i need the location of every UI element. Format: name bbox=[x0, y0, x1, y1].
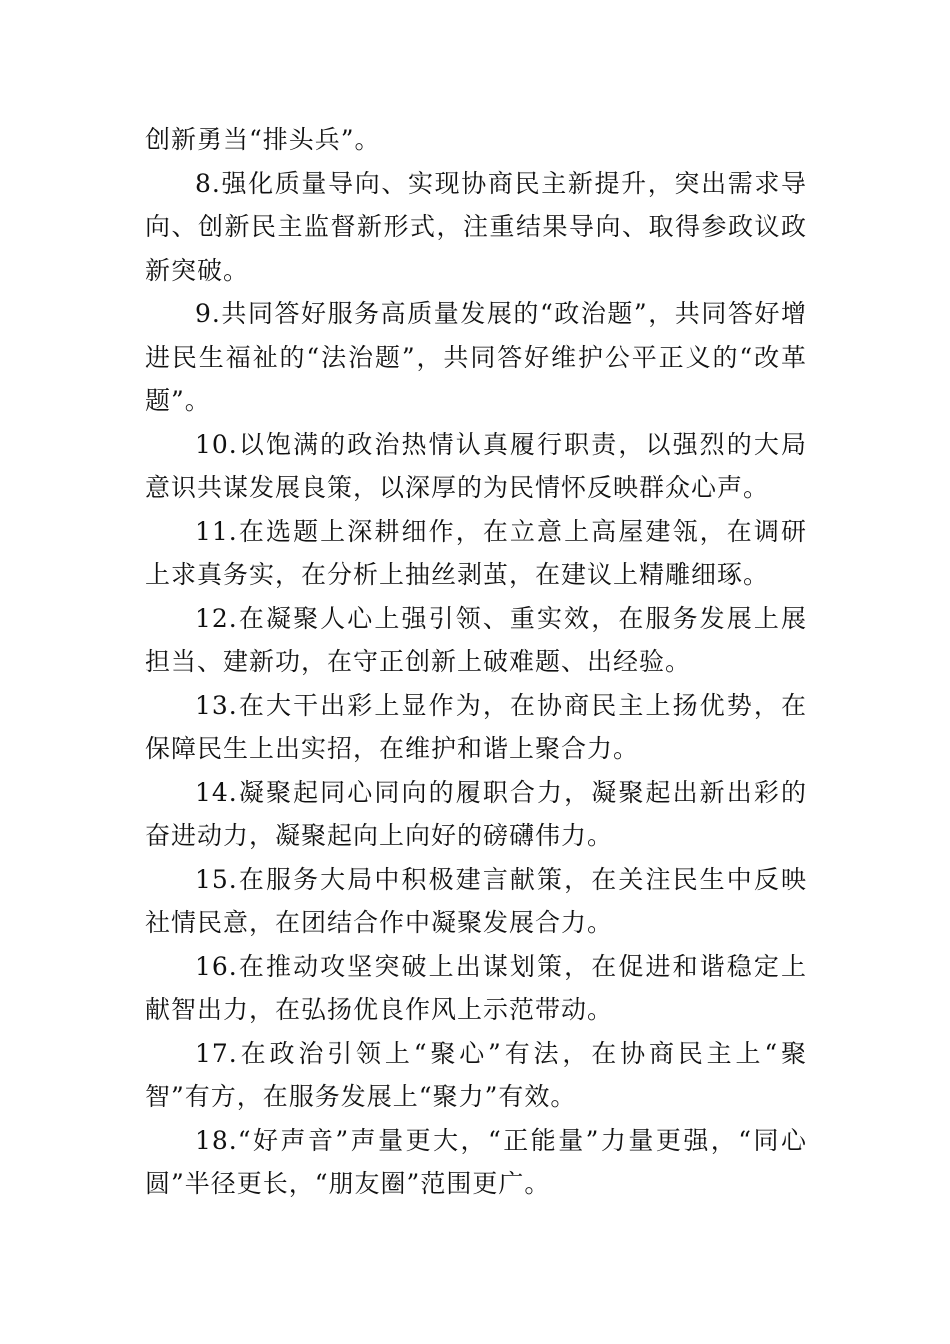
paragraph-item-16: 16.在推动攻坚突破上出谋划策，在促进和谐稳定上献智出力，在弘扬优良作风上示范带动。 bbox=[145, 951, 807, 1024]
paragraph-item-18: 18.“好声音”声量更大，“正能量”力量更强，“同心圆”半径更长，“朋友圈”范围更广。 bbox=[145, 1125, 807, 1198]
paragraph-item-10: 10.以饱满的政治热情认真履行职责，以强烈的大局意识共谋发展良策，以深厚的为民情怀反映群众心声。 bbox=[145, 429, 807, 502]
paragraph-item-14: 14.凝聚起同心同向的履职合力，凝聚起出新出彩的奋进动力，凝聚起向上向好的磅礴伟力。 bbox=[145, 777, 807, 850]
document-body bbox=[145, 118, 807, 1206]
paragraph-item-9: 9.共同答好服务高质量发展的“政治题”，共同答好增进民生福祉的“法治题”，共同答好维护公平正义的“改革题”。 bbox=[145, 299, 807, 415]
paragraph-item-11: 11.在选题上深耕细作，在立意上高屋建瓴，在调研上求真务实，在分析上抽丝剥茧，在建议上精雕细琢。 bbox=[145, 516, 807, 589]
paragraph-item-12: 12.在凝聚人心上强引领、重实效，在服务发展上展担当、建新功，在守正创新上破难题、出经验。 bbox=[145, 603, 807, 676]
paragraph-item-13: 13.在大干出彩上显作为，在协商民主上扬优势，在保障民生上出实招，在维护和谐上聚合力。 bbox=[145, 690, 807, 763]
paragraph-item-17: 17.在政治引领上“聚心”有法，在协商民主上“聚智”有方，在服务发展上“聚力”有效。 bbox=[145, 1038, 807, 1111]
paragraph-item-8: 8.强化质量导向、实现协商民主新提升，突出需求导向、创新民主监督新形式，注重结果导向、取得参政议政新突破。 bbox=[145, 168, 807, 285]
paragraph-continuation: 创新勇当“排头兵”。 bbox=[145, 125, 381, 154]
paragraph-item-15: 15.在服务大局中积极建言献策，在关注民生中反映社情民意，在团结合作中凝聚发展合力。 bbox=[145, 864, 807, 937]
